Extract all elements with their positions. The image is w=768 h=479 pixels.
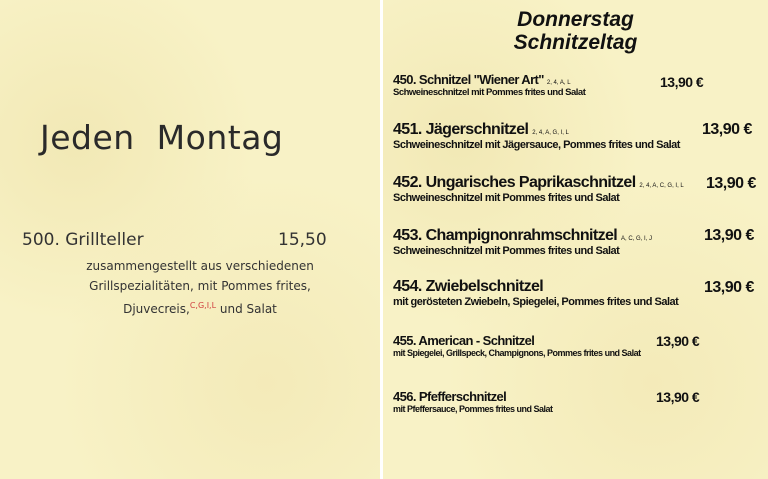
- item-name-text: 453. Champignonrahmschnitzel: [393, 227, 618, 244]
- grillteller-desc-line2: Grillspezialitäten, mit Pommes frites,: [89, 279, 311, 293]
- grillteller-desc-line3-suffix: und Salat: [216, 302, 277, 316]
- title-line-theme: Schnitzeltag: [513, 31, 638, 54]
- menu-item-desc: mit Spiegelei, Grillspeck, Champignons, Pommes frites und Salat: [393, 348, 641, 358]
- item-name-text: 451. Jägerschnitzel: [393, 121, 529, 138]
- menu-item-name: [393, 174, 684, 192]
- menu-item-desc: Schweineschnitzel mit Pommes frites und Salat: [393, 245, 620, 257]
- item-name-text: 452. Ungarisches Paprikaschnitzel: [393, 174, 636, 191]
- menu-item-name: [393, 278, 678, 296]
- menu-item-price: 13,90 €: [656, 389, 700, 405]
- menu-item-price: 13,90 €: [660, 74, 704, 90]
- menu-item-453: [393, 227, 652, 257]
- item-name-text: 450. Schnitzel "Wiener Art": [393, 72, 544, 87]
- menu-item-450: [393, 72, 585, 98]
- menu-item-455: [393, 333, 641, 358]
- grillteller-name: 500. Grillteller: [22, 230, 144, 250]
- thursday-title: [383, 8, 768, 54]
- item-name-text: 454. Zwiebelschnitzel: [393, 278, 544, 295]
- menu-item-price: 13,90 €: [702, 121, 752, 138]
- item-allergens: 2, 4, A, L: [546, 80, 571, 86]
- menu-item-name: [393, 121, 680, 139]
- item-allergens: A, C, G, I, J: [621, 236, 653, 242]
- menu-item-451: [393, 121, 680, 151]
- item-name-text: 456. Pfefferschnitzel: [393, 389, 507, 404]
- grillteller-desc-line1: zusammengestellt aus verschiedenen: [86, 259, 314, 273]
- menu-item-name: [393, 333, 641, 348]
- monday-heading: Jeden Montag: [40, 118, 284, 157]
- menu-item-desc: mit Pfeffersauce, Pommes frites und Salat: [393, 404, 553, 414]
- title-line-day: Donnerstag: [517, 8, 634, 31]
- menu-item-name: [393, 389, 553, 404]
- grillteller-price: 15,50: [278, 230, 327, 250]
- menu-item-price: 13,90 €: [704, 227, 754, 244]
- menu-item-price: 13,90 €: [704, 279, 754, 296]
- menu-item-name: [393, 72, 585, 87]
- menu-item-desc: Schweineschnitzel mit Pommes frites und Salat: [393, 192, 620, 204]
- item-name-text: 455. American - Schnitzel: [393, 333, 535, 348]
- grillteller-desc-line3-prefix: Djuvecreis,: [123, 302, 190, 316]
- menu-item-price: 13,90 €: [656, 333, 700, 349]
- menu-item-452: [393, 174, 684, 204]
- menu-item-desc: mit gerösteten Zwiebeln, Spiegelei, Pommes frites und Salat: [393, 296, 679, 308]
- grillteller-allergens: C,G,I,L: [189, 301, 217, 310]
- menu-item-desc: Schweineschnitzel mit Pommes frites und Salat: [393, 87, 586, 98]
- menu-item-desc: Schweineschnitzel mit Jägersauce, Pommes frites und Salat: [393, 139, 680, 151]
- menu-item-name: [393, 227, 652, 245]
- menu-item-454: [393, 278, 678, 308]
- grillteller-description: [60, 256, 340, 319]
- item-allergens: 2, 4, A, G, I, L: [532, 130, 569, 136]
- menu-item-456: [393, 389, 553, 414]
- grillteller-desc-line3: [60, 296, 340, 319]
- item-allergens: 2, 4, A, C, G, I, L: [639, 183, 684, 189]
- menu-item-price: 13,90 €: [706, 175, 756, 192]
